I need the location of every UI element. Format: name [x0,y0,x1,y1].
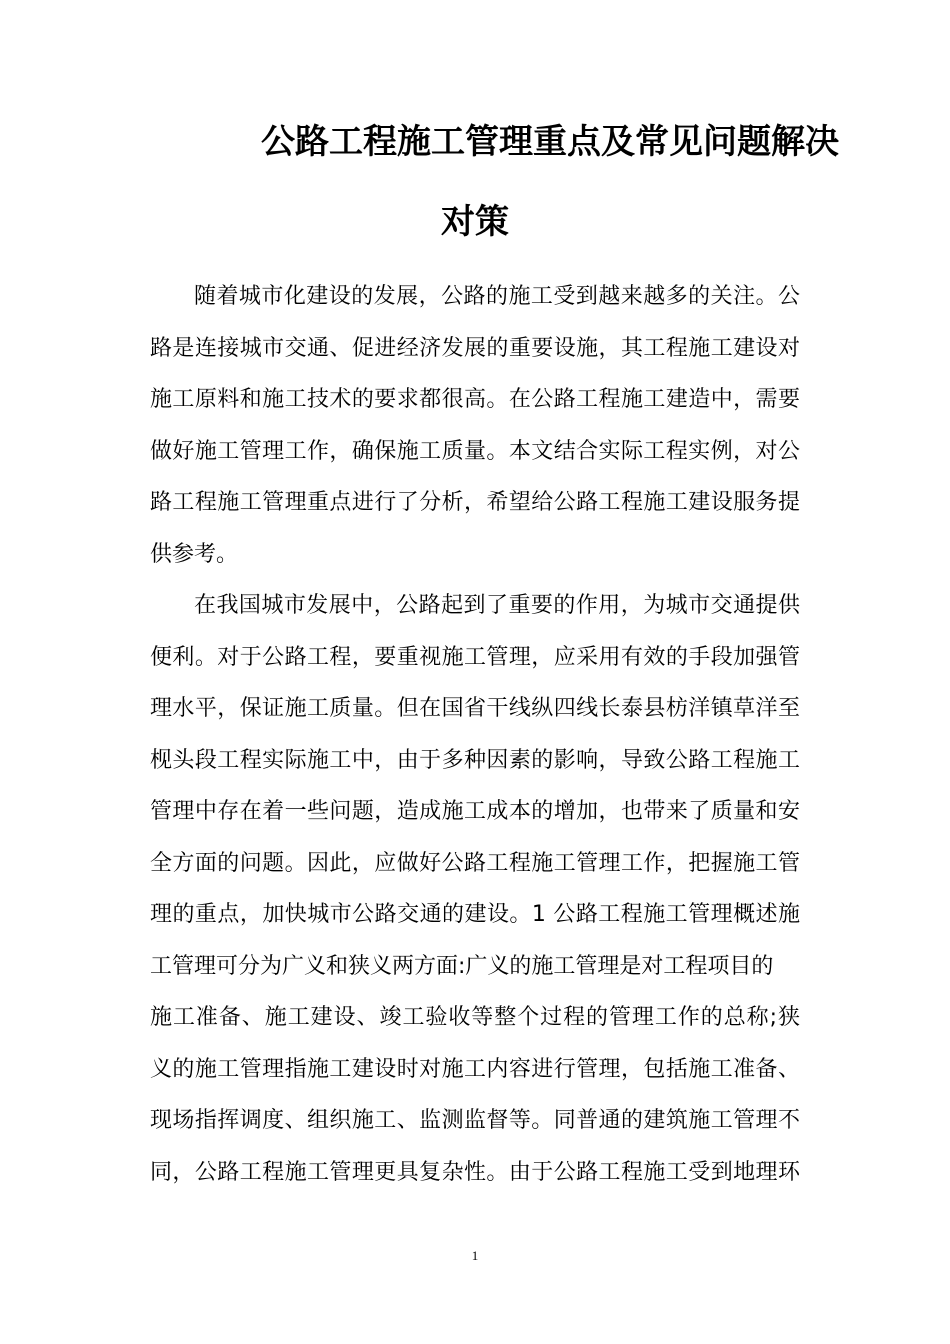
text-line: 施工准备、施工建设、竣工验收等整个过程的管理工作的总称;狭 [150,1005,800,1030]
page-number: 1 [471,1248,479,1263]
text-line: 路工程施工管理重点进行了分析，希望给公路工程施工建设服务提 [150,490,800,515]
paragraph-1 [150,271,800,580]
text-line: 理水平，保证施工质量。但在国省干线纵四线长泰县枋洋镇草洋至 [150,696,800,721]
document-title-line-2: 对策 [441,202,509,242]
paragraph-2 [150,580,800,1198]
text-line: 供参考。 [150,541,239,567]
text-line: 同，公路工程施工管理更具复杂性。由于公路工程施工受到地理环 [150,1159,800,1185]
text-line: 在我国城市发展中，公路起到了重要的作用，为城市交通提供 [194,593,800,618]
text-line: 理的重点，加快城市公路交通的建设。1 公路工程施工管理概述施 [150,902,800,927]
text-line: 现场指挥调度、组织施工、监测监督等。同普通的建筑施工管理不 [150,1108,800,1133]
text-line: 工管理可分为广义和狭义两方面:广义的施工管理是对工程项目的 [150,953,774,979]
text-line: 管理中存在着一些问题，造成施工成本的增加，也带来了质量和安 [150,799,800,824]
document-title-line-1: 公路工程施工管理重点及常见问题解决 [261,122,839,162]
text-line: 施工原料和施工技术的要求都很高。在公路工程施工建造中，需要 [150,387,800,412]
text-line: 枧头段工程实际施工中，由于多种因素的影响，导致公路工程施工 [150,747,800,773]
text-line: 随着城市化建设的发展，公路的施工受到越来越多的关注。公 [194,284,800,309]
document-body [150,271,800,1198]
text-line: 义的施工管理指施工建设时对施工内容进行管理，包括施工准备、 [150,1056,800,1082]
text-line: 全方面的问题。因此，应做好公路工程施工管理工作，把握施工管 [150,850,800,876]
text-line: 路是连接城市交通、促进经济发展的重要设施，其工程施工建设对 [150,335,800,361]
text-line: 做好施工管理工作，确保施工质量。本文结合实际工程实例，对公 [150,438,800,464]
text-line: 便利。对于公路工程，要重视施工管理，应采用有效的手段加强管 [150,644,800,670]
